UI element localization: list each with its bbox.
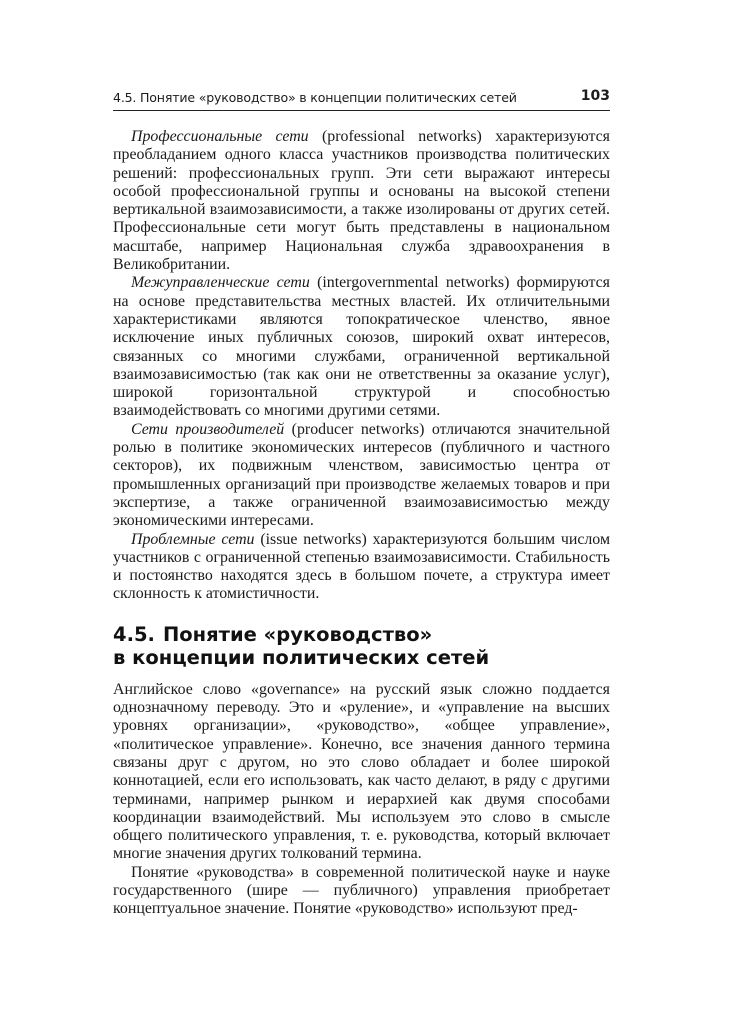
paragraph-professional-networks [113,128,610,274]
section-heading-line-1 [113,623,610,646]
section-paragraph-governance-concept: Понятие «руководства» в современной политической науке и науке государственного (шире — публичного) управления приобретает концептуальное значение. Понятие «руководство» используют пред- [113,863,610,918]
term-intergovernmental-networks: Межуправленческие сети [131,274,310,292]
paragraph-text: (issue networks) характеризуются большим числом участников с ограниченной степенью взаимозависимости. Стабильность и постоянство находятся здесь в большом почете, а структура имеет склонность к атомистичности. [113,530,611,603]
paragraph-intergovernmental-networks [113,274,610,420]
paragraph-issue-networks [113,531,610,604]
section-title-line-2: в концепции политических сетей [113,645,490,669]
paragraph-text: (intergovernmental networks) формируются на основе представительства местных властей. Их отличительными характеристиками являются топократическое членство, явное исключение иных публичных союзов, широкий охват интересов, связанных со многими службами, ограниченной вертикальной взаимозависимостью (так как они не ответственны за оказание услуг), широкой горизонтальной структурой и способностью взаимодействовать со многими другими сетями. [113,274,610,420]
section-number: 4.5. [113,622,155,646]
paragraph-producer-networks [113,421,610,531]
running-header [113,84,610,111]
section-heading [113,623,610,669]
term-producer-networks: Сети производителей [131,420,285,438]
section-title-line-1: Понятие «руководство» [162,622,433,646]
section-paragraph-governance: Английское слово «governance» на русский язык сложно поддается однозначному переводу. Это и «руление», и «управление на высших уровнях организации», «руководство», «общее управление», «политическое управление». Конечно, все значения данного термина связаны друг с другом, но это слово обладает и более широкой коннотацией, если его использовать, как часто делают, в ряду с другими терминами, например рынком и иерархией как двумя способами координации взаимодействий. Мы используем это слово в смысле общего политического управления, т. е. руководства, который включает многие значения других толкований термина. [113,680,610,863]
page-number: 103 [580,88,610,104]
paragraph-text: (producer networks) отличаются значительной ролью в политике экономических интересов (публичного и частного секторов), их подвижным членством, зависимостью центра от промышленных организаций при производстве желаемых товаров и при экспертизе, а также ограниченной взаимозависимостью между экономическими интересами. [113,420,610,530]
body-text [113,128,610,919]
running-title: 4.5. Понятие «руководство» в концепции политических сетей [113,90,517,105]
paragraph-text: (professional networks) характеризуются преобладанием одного класса участников производства политических решений: профессиональных групп. Эти сети выражают интересы особой профессиональной группы и основаны на высокой степени вертикальной взаимозависимости, а также изолированы от других сетей. Профессиональные сети могут быть представлены в национальном масштабе, например Национальная служба здравоохранения в Великобритании. [113,128,610,274]
term-issue-networks: Проблемные сети [131,530,255,548]
term-professional-networks: Профессиональные сети [131,128,309,145]
